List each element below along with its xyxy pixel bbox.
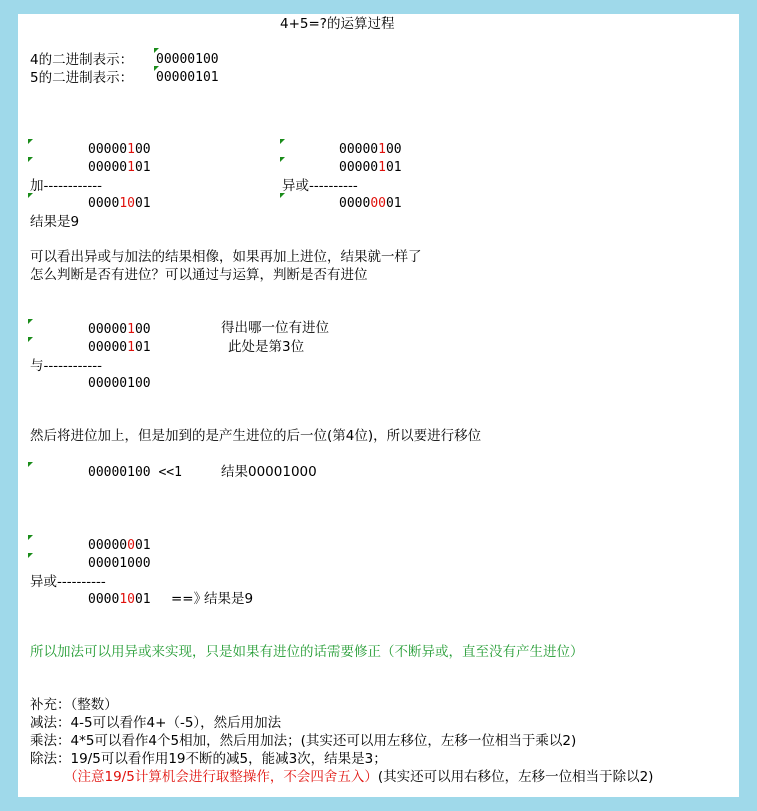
conclusion-text: 所以加法可以用异或来实现，只是如果有进位的话需要修正（不断异或，直至没有产生进位）: [30, 644, 584, 660]
xor2-operand-b: 00001000: [88, 556, 151, 571]
xor-operator-line: 异或----------: [282, 178, 358, 194]
paragraph-carry-question: 怎么判断是否有进位？可以通过与运算，判断是否有进位: [30, 267, 368, 283]
and-result: 00000100: [88, 376, 151, 391]
division-shift-note: (其实还可以用右移位，左移一位相当于除以2): [377, 769, 654, 785]
five-binary-value: 00000101: [156, 70, 219, 85]
cell-comment-marker: [28, 319, 33, 324]
and-operand-b: 00000101: [88, 340, 151, 355]
cell-comment-marker: [280, 139, 285, 144]
cell-comment-marker: [28, 553, 33, 558]
cell-comment-marker: [28, 535, 33, 540]
add-operand-a: 00000100: [88, 142, 151, 157]
cell-comment-marker: [28, 193, 33, 198]
add-operator-line: 加------------: [30, 178, 102, 194]
xor2-result: 00001001: [88, 592, 151, 607]
supplement-heading: 补充：（整数）: [30, 697, 118, 713]
shift-result: 结果00001000: [221, 464, 317, 480]
supplement-division-note: [64, 769, 653, 785]
cell-comment-marker: [280, 157, 285, 162]
four-binary-label: 4的二进制表示：: [30, 52, 134, 68]
add-result: 00001001: [88, 196, 151, 211]
xor2-arrow: ==》: [171, 591, 208, 607]
xor-result: 00000001: [339, 196, 402, 211]
paragraph-xor-vs-add: 可以看出异或与加法的结果相像，如果再加上进位，结果就一样了: [30, 249, 422, 265]
and-note-carry: 得出哪一位有进位: [221, 320, 329, 336]
xor2-operator-line: 异或----------: [30, 574, 106, 590]
four-binary-value: 00000100: [156, 52, 219, 67]
division-rounding-note: （注意19/5计算机会进行取整操作，不会四舍五入）: [64, 769, 378, 785]
cell-comment-marker: [280, 193, 285, 198]
and-operator-line: 与------------: [30, 358, 102, 374]
page-title: 4+5=?的运算过程: [280, 16, 395, 32]
five-binary-label: 5的二进制表示：: [30, 70, 134, 86]
shift-expression: 00000100 <<1: [88, 465, 182, 480]
supplement-subtraction: 减法：4-5可以看作4+（-5），然后用加法: [30, 715, 282, 731]
and-note-position: 此处是第3位: [228, 339, 305, 355]
and-operand-a: 00000100: [88, 322, 151, 337]
add-result-text: 结果是9: [30, 214, 80, 230]
supplement-division: 除法：19/5可以看作用19不断的减5，能减3次，结果是3；: [30, 751, 387, 767]
cell-comment-marker: [28, 157, 33, 162]
xor2-result-text: 结果是9: [204, 591, 254, 607]
xor-operand-a: 00000100: [339, 142, 402, 157]
supplement-multiplication: 乘法：4*5可以看作4个5相加，然后用加法；(其实还可以用左移位，左移一位相当于乘以2): [30, 733, 577, 749]
cell-comment-marker: [28, 337, 33, 342]
xor2-operand-a: 00000001: [88, 538, 151, 553]
cell-comment-marker: [28, 139, 33, 144]
xor-operand-b: 00000101: [339, 160, 402, 175]
cell-comment-marker: [28, 462, 33, 467]
add-operand-b: 00000101: [88, 160, 151, 175]
paragraph-shift: 然后将进位加上，但是加到的是产生进位的后一位(第4位)，所以要进行移位: [30, 428, 482, 444]
document-page: [18, 14, 739, 797]
